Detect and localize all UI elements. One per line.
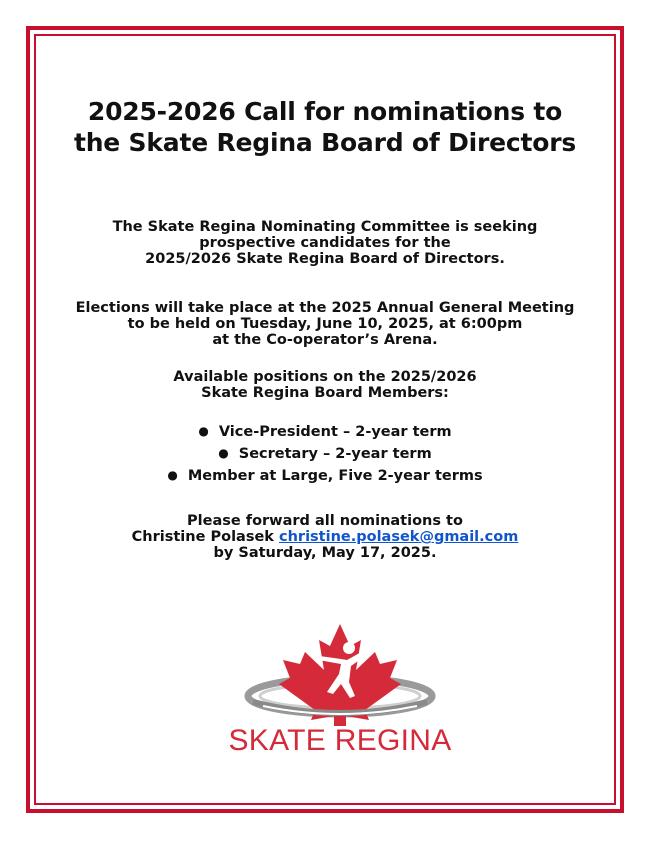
position-label: Member at Large, Five 2-year terms bbox=[187, 468, 483, 484]
bullet-icon: ● bbox=[167, 468, 178, 482]
positions-heading-line-2: Skate Regina Board Members: bbox=[201, 385, 449, 401]
positions-list bbox=[40, 421, 610, 487]
intro-line-2: prospective candidates for the bbox=[199, 235, 451, 251]
skate-regina-logo bbox=[215, 622, 465, 772]
email-link[interactable]: christine.polasek@gmail.com bbox=[279, 529, 519, 545]
list-item bbox=[40, 421, 610, 443]
elections-paragraph bbox=[40, 300, 610, 348]
position-label: Vice-President – 2-year term bbox=[218, 424, 452, 440]
page-title bbox=[40, 96, 610, 158]
positions-heading bbox=[40, 369, 610, 401]
intro-line-3: 2025/2026 Skate Regina Board of Directors. bbox=[145, 251, 505, 267]
title-line-2: the Skate Regina Board of Directors bbox=[73, 128, 577, 157]
bullet-icon: ● bbox=[198, 424, 209, 438]
intro-paragraph bbox=[40, 219, 610, 267]
intro-line-1: The Skate Regina Nominating Committee is seeking bbox=[112, 219, 538, 235]
elections-line-2: to be held on Tuesday, June 10, 2025, at 6:00pm bbox=[127, 316, 523, 332]
bullet-icon: ● bbox=[218, 446, 229, 460]
elections-line-1: Elections will take place at the 2025 Annual General Meeting bbox=[75, 300, 575, 316]
position-label: Secretary – 2-year term bbox=[238, 446, 432, 462]
list-item bbox=[40, 443, 610, 465]
contact-line-1: Please forward all nominations to bbox=[187, 513, 463, 529]
maple-leaf-skater-icon bbox=[215, 622, 465, 726]
contact-paragraph bbox=[40, 513, 610, 561]
logo-text: SKATE REGINA bbox=[228, 724, 452, 757]
elections-line-3: at the Co-operator’s Arena. bbox=[212, 332, 438, 348]
contact-line-2 bbox=[40, 529, 610, 545]
title-line-1: 2025-2026 Call for nominations to bbox=[87, 97, 563, 126]
contact-name: Christine Polasek bbox=[131, 529, 274, 545]
contact-deadline: by Saturday, May 17, 2025. bbox=[213, 545, 437, 561]
positions-heading-line-1: Available positions on the 2025/2026 bbox=[173, 369, 477, 385]
list-item bbox=[40, 465, 610, 487]
